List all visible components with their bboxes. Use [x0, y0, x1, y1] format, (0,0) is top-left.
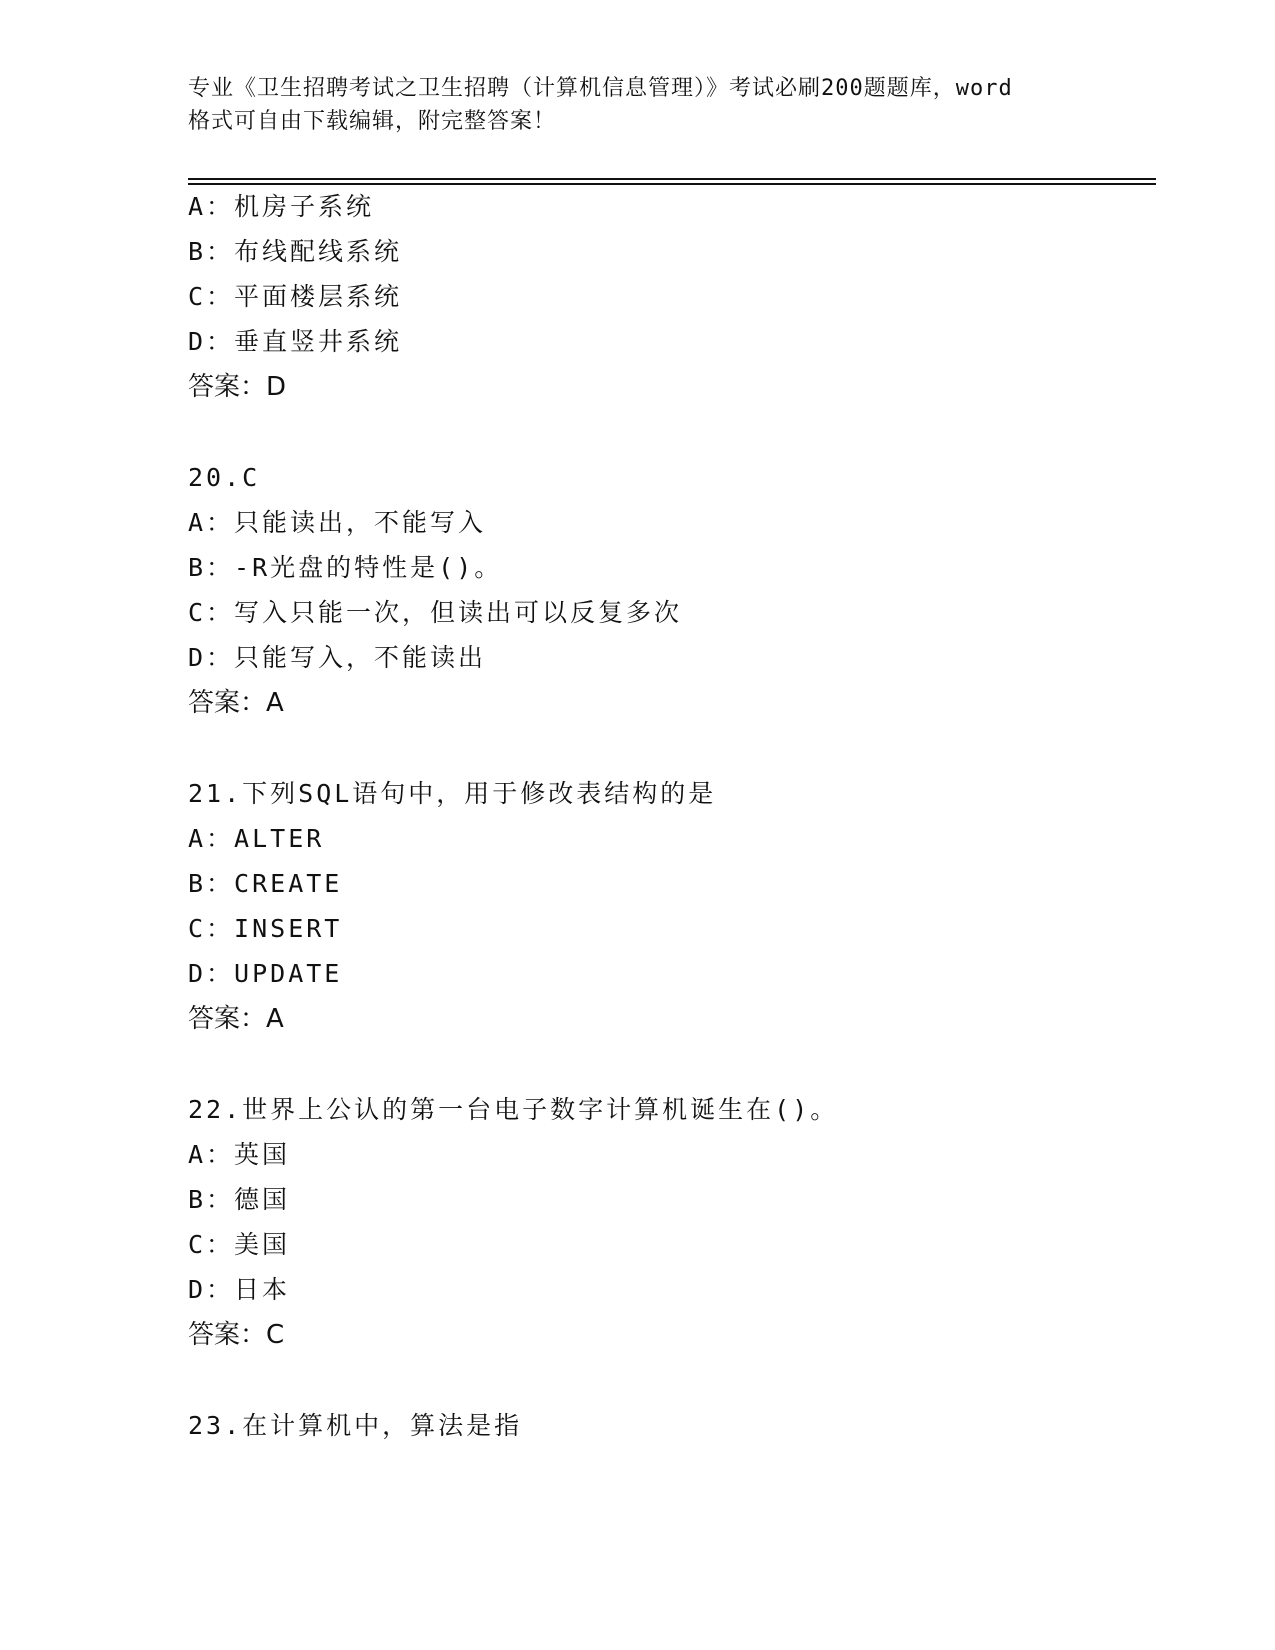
header-line-1: 专业《卫生招聘考试之卫生招聘（计算机信息管理）》考试必刷200题题库，word [188, 76, 1013, 101]
q21-option-c: C：INSERT [188, 914, 343, 943]
q20-title: 20.C [188, 463, 261, 492]
q22-option-c: C：美国 [188, 1230, 291, 1259]
q20-answer: 答案：A [188, 688, 284, 718]
q20-option-b: B：-R光盘的特性是()。 [188, 553, 503, 582]
q22-option-d: D：日本 [188, 1275, 291, 1304]
q20-option-a: A：只能读出，不能写入 [188, 508, 487, 537]
q19-option-a: A：机房子系统 [188, 192, 375, 221]
q20-option-c: C：写入只能一次，但读出可以反复多次 [188, 598, 683, 627]
q23-title: 23.在计算机中，算法是指 [188, 1411, 523, 1440]
q19-option-b: B：布线配线系统 [188, 237, 403, 266]
q22-title: 22.世界上公认的第一台电子数字计算机诞生在()。 [188, 1095, 839, 1124]
header-line-2: 格式可自由下载编辑，附完整答案！ [188, 109, 557, 134]
q19-option-c: C：平面楼层系统 [188, 282, 403, 311]
q20-option-d: D：只能写入，不能读出 [188, 643, 487, 672]
q21-option-d: D：UPDATE [188, 959, 343, 988]
q19-option-d: D：垂直竖井系统 [188, 327, 403, 356]
q19-answer: 答案：D [188, 372, 287, 402]
q22-option-b: B：德国 [188, 1185, 291, 1214]
q22-answer: 答案：C [188, 1320, 285, 1350]
q21-answer: 答案：A [188, 1004, 284, 1034]
header-divider-top [188, 178, 1156, 180]
document-header [188, 72, 1088, 138]
header-divider-bottom [188, 183, 1156, 185]
q21-option-b: B：CREATE [188, 869, 343, 898]
q21-option-a: A：ALTER [188, 824, 325, 853]
q21-title: 21.下列SQL语句中，用于修改表结构的是 [188, 779, 717, 808]
q22-option-a: A：英国 [188, 1140, 291, 1169]
